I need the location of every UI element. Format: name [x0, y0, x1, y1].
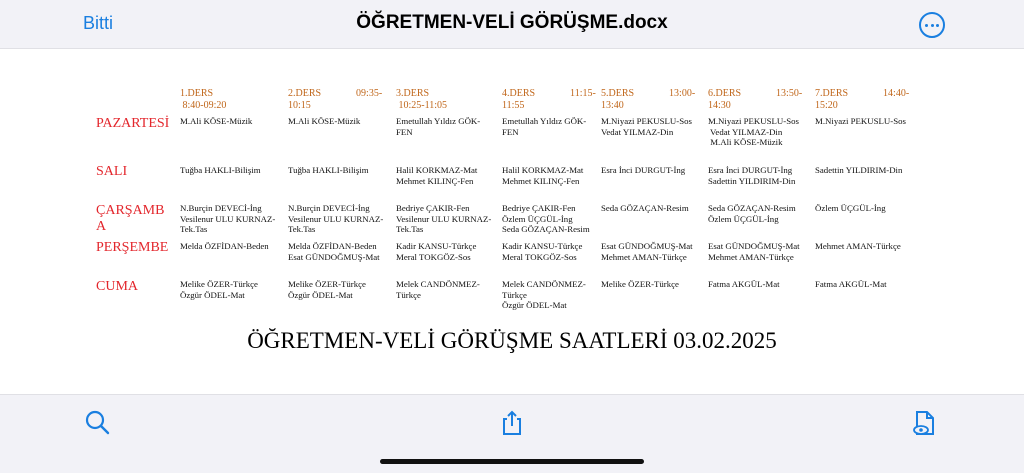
schedule-cell: M.Ali KÖSE-Müzik [288, 116, 361, 126]
schedule-cell: Bedriye ÇAKIR-Fen Özlem ÜÇGÜL-İng Seda GÖZAÇAN-Resim [502, 203, 590, 234]
schedule-cell: Melike ÖZER-Türkçe Özgür ÖDEL-Mat [180, 279, 258, 300]
schedule-cell: Fatma AKGÜL-Mat [815, 279, 887, 289]
day-label: PERŞEMBE [96, 240, 169, 255]
schedule-cell: Seda GÖZAÇAN-Resim Özlem ÜÇGÜL-İng [708, 203, 796, 224]
schedule-cell: Tuğba HAKLI-Bilişim [288, 165, 369, 175]
schedule-cell: Kadir KANSU-Türkçe Meral TOKGÖZ-Sos [396, 241, 477, 262]
share-icon[interactable] [498, 409, 526, 437]
document-page [0, 49, 1024, 394]
day-label: CUMA [96, 279, 139, 294]
schedule-cell: Esat GÜNDOĞMUŞ-Mat Mehmet AMAN-Türkçe [601, 241, 693, 262]
schedule-cell: Fatma AKGÜL-Mat [708, 279, 780, 289]
period-header: 1.DERS 8:40-09:20 [180, 88, 227, 111]
day-label: SALI [96, 164, 128, 179]
schedule-cell: N.Burçin DEVECİ-İng Vesilenur ULU KURNAZ- Tek.Tas [288, 203, 384, 234]
period-header: 7.DERS 14:40- 15:20 [815, 88, 910, 111]
schedule-cell: Esra İnci DURGUT-İng Sadettin YILDIRIM-Din [708, 165, 796, 186]
top-toolbar [0, 0, 1024, 49]
schedule-cell: Halil KORKMAZ-Mat Mehmet KILINÇ-Fen [502, 165, 584, 186]
document-preview-icon[interactable] [911, 409, 939, 437]
period-header: 4.DERS 11:15- 11:55 [502, 88, 596, 111]
schedule-cell: Halil KORKMAZ-Mat Mehmet KILINÇ-Fen [396, 165, 478, 186]
bottom-toolbar [0, 394, 1024, 473]
schedule-cell: M.Niyazi PEKUSLU-Sos Vedat YILMAZ-Din M.Ali KÖSE-Müzik [708, 116, 799, 147]
schedule-cell: Mehmet AMAN-Türkçe [815, 241, 901, 251]
schedule-cell: N.Burçin DEVECİ-İng Vesilenur ULU KURNAZ- Tek.Tas [180, 203, 276, 234]
period-header: 3.DERS 10:25-11:05 [396, 88, 448, 111]
home-indicator [380, 459, 644, 464]
schedule-cell: Sadettin YILDIRIM-Din [815, 165, 903, 175]
period-header: 6.DERS 13:50- 14:30 [708, 88, 803, 111]
schedule-cell: Seda GÖZAÇAN-Resim [601, 203, 689, 213]
ellipsis-circle-icon[interactable] [919, 12, 945, 38]
schedule-cell: Melike ÖZER-Türkçe Özgür ÖDEL-Mat [288, 279, 366, 300]
schedule-cell: Bedriye ÇAKIR-Fen Vesilenur ULU KURNAZ- Tek.Tas [396, 203, 492, 234]
schedule-cell: Emetullah Yıldız GÖK- FEN [396, 116, 481, 137]
schedule-cell: M.Niyazi PEKUSLU-Sos Vedat YILMAZ-Din [601, 116, 692, 137]
period-header: 2.DERS 09:35- 10:15 [288, 88, 383, 111]
search-icon[interactable] [84, 409, 112, 437]
schedule-cell: Emetullah Yıldız GÖK- FEN [502, 116, 587, 137]
schedule-cell: Özlem ÜÇGÜL-İng [815, 203, 886, 213]
schedule-cell: Melike ÖZER-Türkçe [601, 279, 679, 289]
period-header: 5.DERS 13:00- 13:40 [601, 88, 696, 111]
schedule-cell: Melek CANDÖNMEZ- Türkçe Özgür ÖDEL-Mat [502, 279, 586, 310]
day-label: ÇARŞAMB A [96, 203, 165, 234]
done-button[interactable]: Bitti [83, 13, 114, 33]
document-title: ÖĞRETMEN-VELİ GÖRÜŞME.docx [356, 12, 668, 33]
schedule-cell: Melda ÖZFİDAN-Beden Esat GÜNDOĞMUŞ-Mat [288, 241, 380, 262]
schedule-cell: Esra İnci DURGUT-İng [601, 165, 686, 175]
schedule-cell: Tuğba HAKLI-Bilişim [180, 165, 261, 175]
schedule-cell: M.Ali KÖSE-Müzik [180, 116, 253, 126]
schedule-cell: Esat GÜNDOĞMUŞ-Mat Mehmet AMAN-Türkçe [708, 241, 800, 262]
document-caption: ÖĞRETMEN-VELİ GÖRÜŞME SAATLERİ 03.02.2025 [247, 328, 777, 353]
schedule-cell: M.Niyazi PEKUSLU-Sos [815, 116, 906, 126]
day-label: PAZARTESİ [96, 116, 170, 131]
schedule-cell: Kadir KANSU-Türkçe Meral TOKGÖZ-Sos [502, 241, 583, 262]
schedule-cell: Melek CANDÖNMEZ- Türkçe [396, 279, 480, 300]
schedule-cell: Melda ÖZFİDAN-Beden [180, 241, 269, 251]
